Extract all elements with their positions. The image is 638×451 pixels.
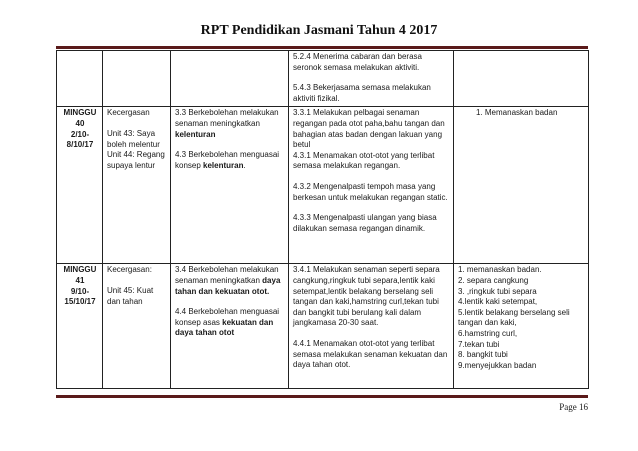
unit-description: Unit 45: Kuat dan tahan — [107, 285, 154, 306]
learning-standard-item: 3.4.1 Melakukan senaman seperti separa cangkung,ringkuk tubi separa,lentik kaki setempat,lentik belakang berselang seli tangan dan kaki,hamstring curl,tekan tubi dan bangkit tubi berulang kali dalam jangkamasa 20-30 saat. — [293, 265, 440, 328]
week-number: 41 — [75, 275, 85, 285]
activity-item: 9.menyejukkan badan — [458, 360, 537, 370]
table-row — [57, 51, 589, 107]
activity-item: 2. separa cangkung — [458, 275, 529, 285]
activity-cell — [454, 107, 589, 264]
learning-standard-item: 5.4.3 Bekerjasama semasa melakukan aktiviti fizikal. — [293, 83, 431, 103]
activity-item: 5.lentik belakang berselang seli tangan dan kaki, — [458, 307, 570, 328]
week-date-start: 9/10- — [70, 286, 90, 296]
learning-standard-cell — [289, 107, 454, 264]
activity-item: 1. memanaskan badan. — [458, 265, 542, 275]
activity-cell — [454, 51, 589, 107]
content-standard-item: 4.4 Berkebolehan menguasai konsep asas kekuatan dan daya tahan otot — [175, 307, 280, 338]
page-number: Page 16 — [559, 402, 588, 412]
document-header-title: RPT Pendidikan Jasmani Tahun 4 2017 — [200, 23, 438, 38]
unit-title: Kecergasan: — [107, 265, 152, 275]
content-standard-item: 3.3 Berkebolehan melakukan senaman meningkatkan kelenturan — [175, 108, 279, 139]
footer-divider — [56, 395, 588, 398]
activity-item: 6.hamstring curl, — [458, 328, 518, 338]
week-cell — [57, 51, 103, 107]
unit-cell — [103, 264, 171, 389]
table-row — [57, 264, 589, 389]
unit-description: Unit 44: Regang supaya lentur — [107, 150, 165, 170]
content-standard-item: 3.4 Berkebolehan melakukan senaman meningkatkan daya tahan dan kekuatan otot. — [175, 265, 281, 296]
activity-item: 8. bangkit tubi — [458, 350, 508, 360]
week-label: MINGGU — [63, 265, 97, 275]
emphasis-text: kelenturan — [175, 129, 216, 139]
rpt-table — [56, 50, 589, 389]
learning-standard-cell — [289, 264, 454, 389]
learning-standard-item: 4.3.2 Mengenalpasti tempoh masa yang berkesan untuk melakukan regangan static. — [293, 181, 448, 202]
unit-title: Kecergasan — [107, 108, 150, 118]
unit-description: Unit 43: Saya boleh melentur — [107, 128, 160, 149]
content-standard-cell — [171, 107, 289, 264]
week-date-end: 15/10/17 — [64, 297, 96, 307]
unit-cell — [103, 107, 171, 264]
learning-standard-item: 4.3.3 Mengenalpasti ulangan yang biasa dilakukan semasa regangan dinamik. — [293, 213, 437, 233]
learning-standard-item: 4.4.1 Menamakan otot-otot yang terlibat semasa melakukan senaman kekuatan dan daya tahan otot. — [293, 338, 448, 370]
content-standard-cell — [171, 264, 289, 389]
content-standard-item: 4.3 Berkebolehan menguasai konsep kelenturan. — [175, 150, 280, 170]
emphasis-text: kekuatan dan daya tahan otot — [175, 317, 274, 338]
content-standard-cell — [171, 51, 289, 107]
activity-item: 3. ,ringkuk tubi separa — [458, 286, 537, 296]
week-label: MINGGU — [63, 108, 97, 118]
week-date-end: 8/10/17 — [66, 140, 94, 150]
emphasis-text: daya tahan dan kekuatan otot. — [175, 275, 281, 296]
header-divider — [56, 46, 588, 49]
unit-cell — [103, 51, 171, 107]
table-row — [57, 107, 589, 264]
learning-standard-item: 3.3.1 Melakukan pelbagai senaman regangan pada otot paha,bahu tangan dan bahagian atas badan dengan lakuan yang betul 4.3.1 Menamakan otot-otot yang terlibat semasa melakukan regangan. — [293, 108, 445, 171]
activity-item: 4.lentik kaki setempat, — [458, 297, 538, 307]
emphasis-text: kelenturan — [203, 160, 244, 170]
learning-standard-cell — [289, 51, 454, 107]
learning-standard-item: 5.2.4 Menerima cabaran dan berasa seronok semasa melakukan aktiviti. — [293, 52, 422, 72]
activity-cell — [454, 264, 589, 389]
week-cell — [57, 264, 103, 389]
week-date-start: 2/10- — [70, 129, 90, 139]
activity-item: 7.tekan tubi — [458, 339, 500, 349]
week-cell — [57, 107, 103, 264]
activity-item: 1. Memanaskan badan — [476, 108, 558, 118]
week-number: 40 — [75, 118, 85, 128]
